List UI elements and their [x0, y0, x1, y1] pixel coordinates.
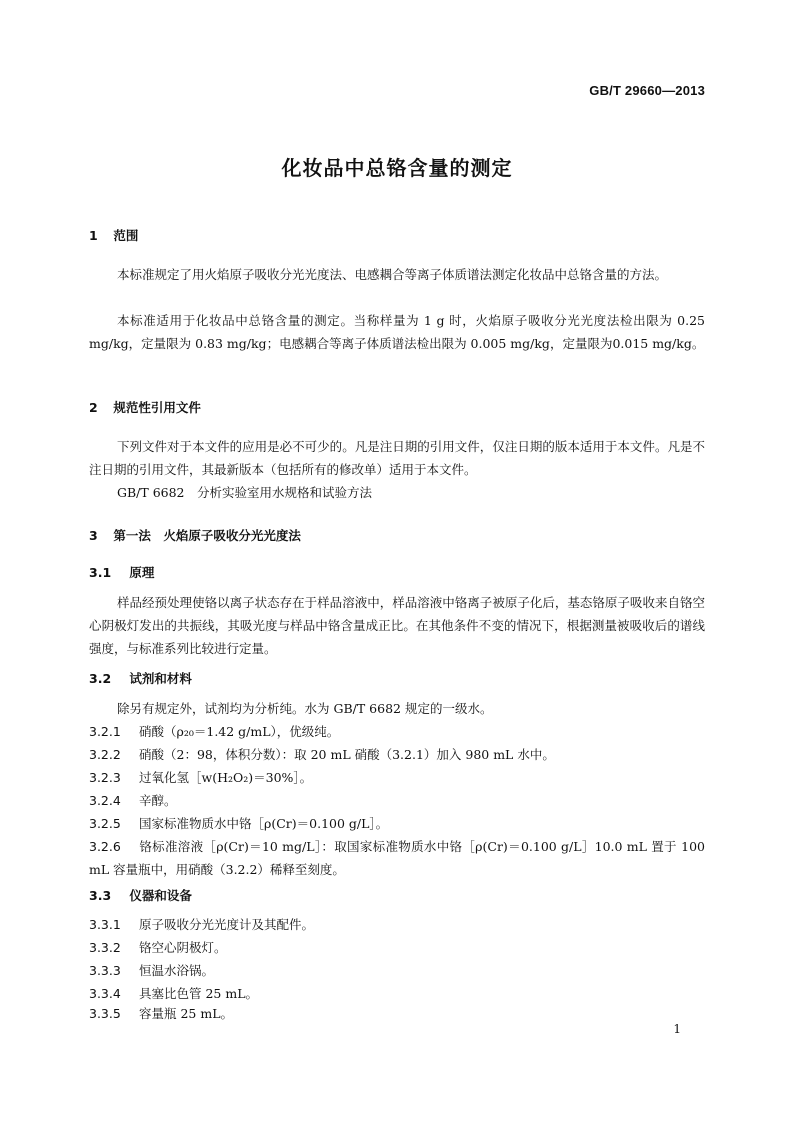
- item-text: 具塞比色管 25 mL。: [139, 986, 259, 1001]
- reference-gb6682: GB/T 6682 分析实验室用水规格和试验方法: [117, 485, 373, 500]
- scope-paragraph-1: 本标准规定了用火焰原子吸收分光光度法、电感耦合等离子体质谱法测定化妆品中总铬含量的方法。: [117, 267, 668, 282]
- item-text: 硝酸（ρ₂₀＝1.42 g/mL），优级纯。: [139, 724, 340, 739]
- item-text: 容量瓶 25 mL。: [139, 1006, 234, 1021]
- item-number: 3.2.5: [89, 816, 121, 831]
- item-number: 3.3.2: [89, 940, 121, 955]
- list-item: [89, 913, 314, 936]
- item-number: 3.2.2: [89, 747, 121, 762]
- subsection-number: 3.2: [89, 671, 112, 686]
- list-item: [89, 812, 388, 835]
- item-text: 辛醇。: [139, 793, 177, 808]
- item-text: 铬空心阴极灯。: [139, 940, 227, 955]
- list-item: [89, 766, 312, 789]
- item-text: 国家标准物质水中铬［ρ(Cr)＝0.100 g/L］。: [139, 816, 389, 831]
- item-number: 3.2.4: [89, 793, 121, 808]
- item-number: 3.3.1: [89, 917, 121, 932]
- section-title: 规范性引用文件: [113, 400, 201, 415]
- subsection-number: 3.3: [89, 888, 112, 903]
- list-item: [89, 789, 177, 812]
- item-number: 3.2.6: [89, 839, 121, 854]
- subsection-number: 3.1: [89, 565, 112, 580]
- item-text: 铬标准溶液［ρ(Cr)＝10 mg/L］：取国家标准物质水中铬［ρ(Cr)＝0.100 g/L］10.0 mL 置于 100 mL 容量瓶中，用硝酸（3.2.2）稀释至刻度。: [89, 839, 705, 877]
- subsection-title: 仪器和设备: [129, 888, 192, 903]
- list-item: [89, 720, 339, 743]
- list-item: [89, 936, 227, 959]
- page-number: 1: [673, 1022, 681, 1036]
- section-number: 1: [89, 228, 98, 243]
- section-number: 3: [89, 528, 98, 543]
- references-paragraph: 下列文件对于本文件的应用是必不可少的。凡是注日期的引用文件，仅注日期的版本适用于本文件。凡是不注日期的引用文件，其最新版本（包括所有的修改单）适用于本文件。: [89, 439, 705, 477]
- item-text: 原子吸收分光光度计及其配件。: [139, 917, 315, 932]
- section-title: 第一法 火焰原子吸收分光光度法: [113, 528, 301, 543]
- principle-paragraph: 样品经预处理使铬以离子状态存在于样品溶液中，样品溶液中铬离子被原子化后，基态铬原子吸收来自铬空心阴极灯发出的共振线，其吸光度与样品中铬含量成正比。在其他条件不变的情况下，根据测量被吸收后的谱线强度，与标准系列比较进行定量。: [89, 595, 705, 656]
- list-item: [89, 835, 705, 881]
- subsection-title: 试剂和材料: [129, 671, 192, 686]
- item-number: 3.3.5: [89, 1006, 121, 1021]
- reagents-intro: 除另有规定外，试剂均为分析纯。水为 GB/T 6682 规定的一级水。: [117, 701, 493, 716]
- item-text: 恒温水浴锅。: [139, 963, 215, 978]
- scope-paragraph-2: 本标准适用于化妆品中总铬含量的测定。当称样量为 1 g 时，火焰原子吸收分光光度法检出限为 0.25 mg/kg，定量限为 0.83 mg/kg；电感耦合等离子体质谱法检出限为 0.005 mg/kg，定量限为0.015 mg/kg。: [89, 313, 705, 351]
- list-item: [89, 743, 555, 766]
- standard-code: GB/T 29660—2013: [589, 83, 705, 98]
- subsection-3-1-heading: [89, 563, 154, 581]
- item-number: 3.3.4: [89, 986, 121, 1001]
- section-1-heading: [89, 226, 138, 244]
- subsection-3-3-heading: [89, 886, 192, 904]
- item-text: 硝酸（2：98，体积分数）：取 20 mL 硝酸（3.2.1）加入 980 mL 水中。: [139, 747, 555, 762]
- section-title: 范围: [113, 228, 139, 243]
- section-number: 2: [89, 400, 98, 415]
- item-text: 过氧化氢［w(H₂O₂)＝30%］。: [139, 770, 313, 785]
- section-2-heading: [89, 398, 201, 416]
- subsection-title: 原理: [129, 565, 155, 580]
- item-number: 3.3.3: [89, 963, 121, 978]
- item-number: 3.2.3: [89, 770, 121, 785]
- page-title: 化妆品中总铬含量的测定: [281, 156, 513, 180]
- section-3-heading: [89, 526, 301, 544]
- list-item: [89, 959, 214, 982]
- list-item: [89, 1002, 233, 1025]
- subsection-3-2-heading: [89, 669, 192, 687]
- item-number: 3.2.1: [89, 724, 121, 739]
